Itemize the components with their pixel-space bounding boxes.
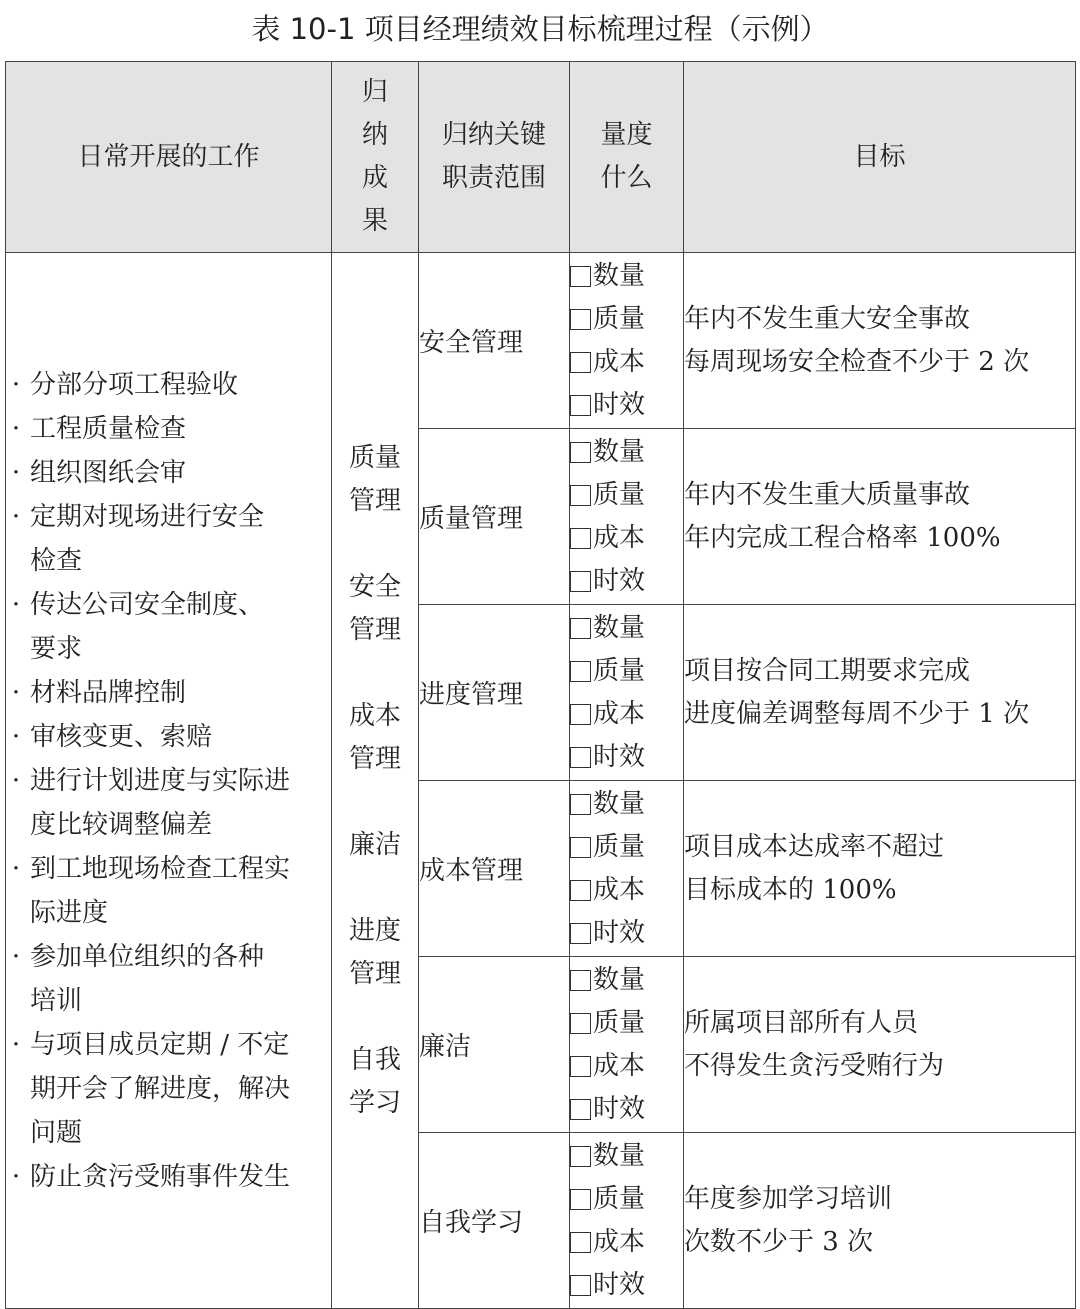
header-measure-line: 什么 bbox=[600, 163, 653, 193]
measure-option-label: 质量 bbox=[593, 303, 646, 334]
measure-option bbox=[570, 474, 683, 517]
task-item bbox=[6, 407, 331, 451]
task-item bbox=[6, 1023, 331, 1155]
measure-option bbox=[570, 869, 683, 912]
measure-option bbox=[570, 650, 683, 693]
task-text: 进行计划进度与实际进 bbox=[30, 765, 291, 796]
scope-cell: 进度管理 bbox=[419, 605, 570, 781]
bullet-dot: · bbox=[11, 501, 21, 532]
checkbox-icon bbox=[570, 395, 591, 416]
checkbox-icon bbox=[570, 1013, 591, 1034]
result-text: 管理 bbox=[348, 614, 401, 645]
task-text: 材料品牌控制 bbox=[30, 677, 187, 708]
bullet-dot: · bbox=[11, 589, 21, 620]
checkbox-icon bbox=[570, 837, 591, 858]
measure-option bbox=[570, 1178, 683, 1221]
checkbox-icon bbox=[570, 1146, 591, 1167]
result-item bbox=[332, 566, 418, 652]
goal-cell bbox=[684, 781, 1076, 957]
bullet-dot: · bbox=[11, 1029, 21, 1060]
checkbox-icon bbox=[570, 794, 591, 815]
header-scope bbox=[419, 62, 570, 253]
goal-line: 每周现场安全检查不少于 2 次 bbox=[684, 346, 1030, 377]
scope-cell: 廉洁 bbox=[419, 957, 570, 1133]
result-item bbox=[332, 695, 418, 781]
header-measure bbox=[570, 62, 684, 253]
checkbox-icon bbox=[570, 880, 591, 901]
measure-option-label: 时效 bbox=[593, 917, 646, 948]
bullet-dot: · bbox=[11, 941, 21, 972]
result-text: 安全 bbox=[348, 571, 401, 602]
measure-option-label: 数量 bbox=[593, 436, 646, 467]
goal-line: 年度参加学习培训 bbox=[684, 1183, 893, 1214]
goal-line: 次数不少于 3 次 bbox=[684, 1226, 874, 1257]
task-text: 工程质量检查 bbox=[30, 413, 187, 444]
measure-option-label: 数量 bbox=[593, 612, 646, 643]
checkbox-icon bbox=[570, 352, 591, 373]
task-item bbox=[6, 451, 331, 495]
checkbox-icon bbox=[570, 571, 591, 592]
measure-option-label: 质量 bbox=[593, 1007, 646, 1038]
measure-option-label: 成本 bbox=[593, 522, 646, 553]
goal-line: 进度偏差调整每周不少于 1 次 bbox=[684, 698, 1030, 729]
task-item bbox=[6, 935, 331, 1023]
measure-option-label: 数量 bbox=[593, 964, 646, 995]
bullet-dot: · bbox=[11, 853, 21, 884]
measure-option-label: 质量 bbox=[593, 479, 646, 510]
table-caption: 表 10-1 项目经理绩效目标梳理过程（示例） bbox=[251, 12, 829, 46]
result-text: 管理 bbox=[348, 958, 401, 989]
task-item bbox=[6, 715, 331, 759]
tasks-list bbox=[6, 363, 331, 1199]
task-item bbox=[6, 363, 331, 407]
result-text: 学习 bbox=[348, 1087, 401, 1118]
performance-goal-table bbox=[5, 61, 1076, 1309]
checkbox-icon bbox=[570, 747, 591, 768]
measure-option bbox=[570, 826, 683, 869]
goal-line: 目标成本的 100% bbox=[684, 874, 897, 905]
bullet-dot: · bbox=[11, 677, 21, 708]
measure-option-label: 数量 bbox=[593, 1140, 646, 1171]
measure-cell bbox=[570, 253, 684, 429]
checkbox-icon bbox=[570, 1056, 591, 1077]
header-results bbox=[332, 62, 419, 253]
goal-cell bbox=[684, 429, 1076, 605]
task-item bbox=[6, 583, 331, 671]
result-item bbox=[332, 824, 418, 867]
measure-option-label: 质量 bbox=[593, 831, 646, 862]
goal-line: 不得发生贪污受贿行为 bbox=[684, 1050, 945, 1081]
measure-option bbox=[570, 783, 683, 826]
checkbox-icon bbox=[570, 442, 591, 463]
measure-option-label: 时效 bbox=[593, 389, 646, 420]
measure-cell bbox=[570, 781, 684, 957]
goal-cell bbox=[684, 1133, 1076, 1309]
header-goal: 目标 bbox=[684, 62, 1076, 253]
result-text: 管理 bbox=[348, 743, 401, 774]
task-item bbox=[6, 495, 331, 583]
header-measure-line: 量度 bbox=[600, 120, 653, 150]
task-text: 期开会了解进度，解决 bbox=[30, 1073, 291, 1104]
task-text: 要求 bbox=[30, 633, 83, 664]
task-text: 际进度 bbox=[30, 897, 109, 928]
task-text: 度比较调整偏差 bbox=[30, 809, 213, 840]
header-results-char: 归 bbox=[361, 77, 388, 107]
task-text: 审核变更、索赔 bbox=[30, 721, 213, 752]
task-text: 与项目成员定期 / 不定 bbox=[30, 1029, 290, 1060]
checkbox-icon bbox=[570, 485, 591, 506]
measure-option-label: 成本 bbox=[593, 874, 646, 905]
task-text: 定期对现场进行安全 bbox=[30, 501, 265, 532]
result-item bbox=[332, 1039, 418, 1125]
measure-option bbox=[570, 693, 683, 736]
goal-cell bbox=[684, 253, 1076, 429]
goal-line: 年内不发生重大安全事故 bbox=[684, 303, 971, 334]
table-row bbox=[6, 253, 1076, 429]
result-text: 成本 bbox=[348, 700, 401, 731]
checkbox-icon bbox=[570, 970, 591, 991]
header-scope-line: 职责范围 bbox=[441, 163, 546, 193]
scope-cell: 安全管理 bbox=[419, 253, 570, 429]
bullet-dot: · bbox=[11, 1161, 21, 1192]
measure-option-label: 成本 bbox=[593, 698, 646, 729]
measure-option bbox=[570, 431, 683, 474]
task-item bbox=[6, 671, 331, 715]
measure-option-label: 成本 bbox=[593, 346, 646, 377]
goal-cell bbox=[684, 605, 1076, 781]
tasks-cell bbox=[6, 253, 332, 1309]
header-scope-line: 归纳关键 bbox=[441, 120, 546, 150]
task-text: 分部分项工程验收 bbox=[30, 369, 239, 400]
measure-option-label: 质量 bbox=[593, 1183, 646, 1214]
checkbox-icon bbox=[570, 923, 591, 944]
bullet-dot: · bbox=[11, 457, 21, 488]
measure-option-label: 数量 bbox=[593, 260, 646, 291]
task-text: 到工地现场检查工程实 bbox=[30, 853, 291, 884]
task-text: 参加单位组织的各种 bbox=[30, 941, 265, 972]
checkbox-icon bbox=[570, 1099, 591, 1120]
measure-option bbox=[570, 959, 683, 1002]
measure-option bbox=[570, 298, 683, 341]
header-results-char: 纳 bbox=[361, 120, 388, 150]
bullet-dot: · bbox=[11, 765, 21, 796]
measure-option bbox=[570, 607, 683, 650]
table-body bbox=[6, 253, 1076, 1309]
measure-option-label: 质量 bbox=[593, 655, 646, 686]
checkbox-icon bbox=[570, 1189, 591, 1210]
checkbox-icon bbox=[570, 528, 591, 549]
measure-option bbox=[570, 912, 683, 955]
checkbox-icon bbox=[570, 704, 591, 725]
result-text: 质量 bbox=[348, 442, 401, 473]
bullet-dot: · bbox=[11, 721, 21, 752]
measure-option bbox=[570, 1088, 683, 1131]
checkbox-icon bbox=[570, 266, 591, 287]
measure-option bbox=[570, 1135, 683, 1178]
goal-line: 项目成本达成率不超过 bbox=[684, 831, 945, 862]
result-item bbox=[332, 437, 418, 523]
bullet-dot: · bbox=[11, 369, 21, 400]
measure-cell bbox=[570, 605, 684, 781]
header-results-char: 成 bbox=[361, 163, 388, 193]
result-item bbox=[332, 910, 418, 996]
result-text: 进度 bbox=[348, 915, 401, 946]
measure-option bbox=[570, 517, 683, 560]
measure-option bbox=[570, 1002, 683, 1045]
task-item bbox=[6, 759, 331, 847]
measure-option bbox=[570, 560, 683, 603]
goal-line: 年内完成工程合格率 100% bbox=[684, 522, 1001, 553]
measure-cell bbox=[570, 429, 684, 605]
measure-option bbox=[570, 736, 683, 779]
measure-option-label: 时效 bbox=[593, 1269, 646, 1300]
task-text: 问题 bbox=[30, 1117, 83, 1148]
measure-cell bbox=[570, 1133, 684, 1309]
task-text: 防止贪污受贿事件发生 bbox=[30, 1161, 291, 1192]
scope-cell: 质量管理 bbox=[419, 429, 570, 605]
measure-option bbox=[570, 1045, 683, 1088]
task-item bbox=[6, 847, 331, 935]
measure-option-label: 成本 bbox=[593, 1050, 646, 1081]
header-results-char: 果 bbox=[361, 206, 388, 236]
table-header bbox=[6, 62, 1076, 253]
measure-option bbox=[570, 1221, 683, 1264]
task-text: 检查 bbox=[30, 545, 83, 576]
measure-cell bbox=[570, 957, 684, 1133]
task-text: 组织图纸会审 bbox=[30, 457, 187, 488]
bullet-dot: · bbox=[11, 413, 21, 444]
measure-option bbox=[570, 384, 683, 427]
result-text: 管理 bbox=[348, 485, 401, 516]
checkbox-icon bbox=[570, 618, 591, 639]
checkbox-icon bbox=[570, 309, 591, 330]
header-tasks: 日常开展的工作 bbox=[6, 62, 332, 253]
scope-cell: 成本管理 bbox=[419, 781, 570, 957]
measure-option bbox=[570, 255, 683, 298]
measure-option-label: 成本 bbox=[593, 1226, 646, 1257]
goal-cell bbox=[684, 957, 1076, 1133]
measure-option-label: 时效 bbox=[593, 1093, 646, 1124]
measure-option-label: 数量 bbox=[593, 788, 646, 819]
task-text: 传达公司安全制度、 bbox=[30, 589, 265, 620]
measure-option-label: 时效 bbox=[593, 741, 646, 772]
goal-line: 所属项目部所有人员 bbox=[684, 1007, 919, 1038]
task-text: 培训 bbox=[30, 985, 83, 1016]
measure-option bbox=[570, 341, 683, 384]
goal-line: 项目按合同工期要求完成 bbox=[684, 655, 971, 686]
checkbox-icon bbox=[570, 1275, 591, 1296]
checkbox-icon bbox=[570, 661, 591, 682]
result-text: 自我 bbox=[348, 1044, 401, 1075]
checkbox-icon bbox=[570, 1232, 591, 1253]
goal-line: 年内不发生重大质量事故 bbox=[684, 479, 971, 510]
results-cell bbox=[332, 253, 419, 1309]
task-item bbox=[6, 1155, 331, 1199]
result-text: 廉洁 bbox=[348, 829, 401, 860]
measure-option-label: 时效 bbox=[593, 565, 646, 596]
measure-option bbox=[570, 1264, 683, 1307]
scope-cell: 自我学习 bbox=[419, 1133, 570, 1309]
